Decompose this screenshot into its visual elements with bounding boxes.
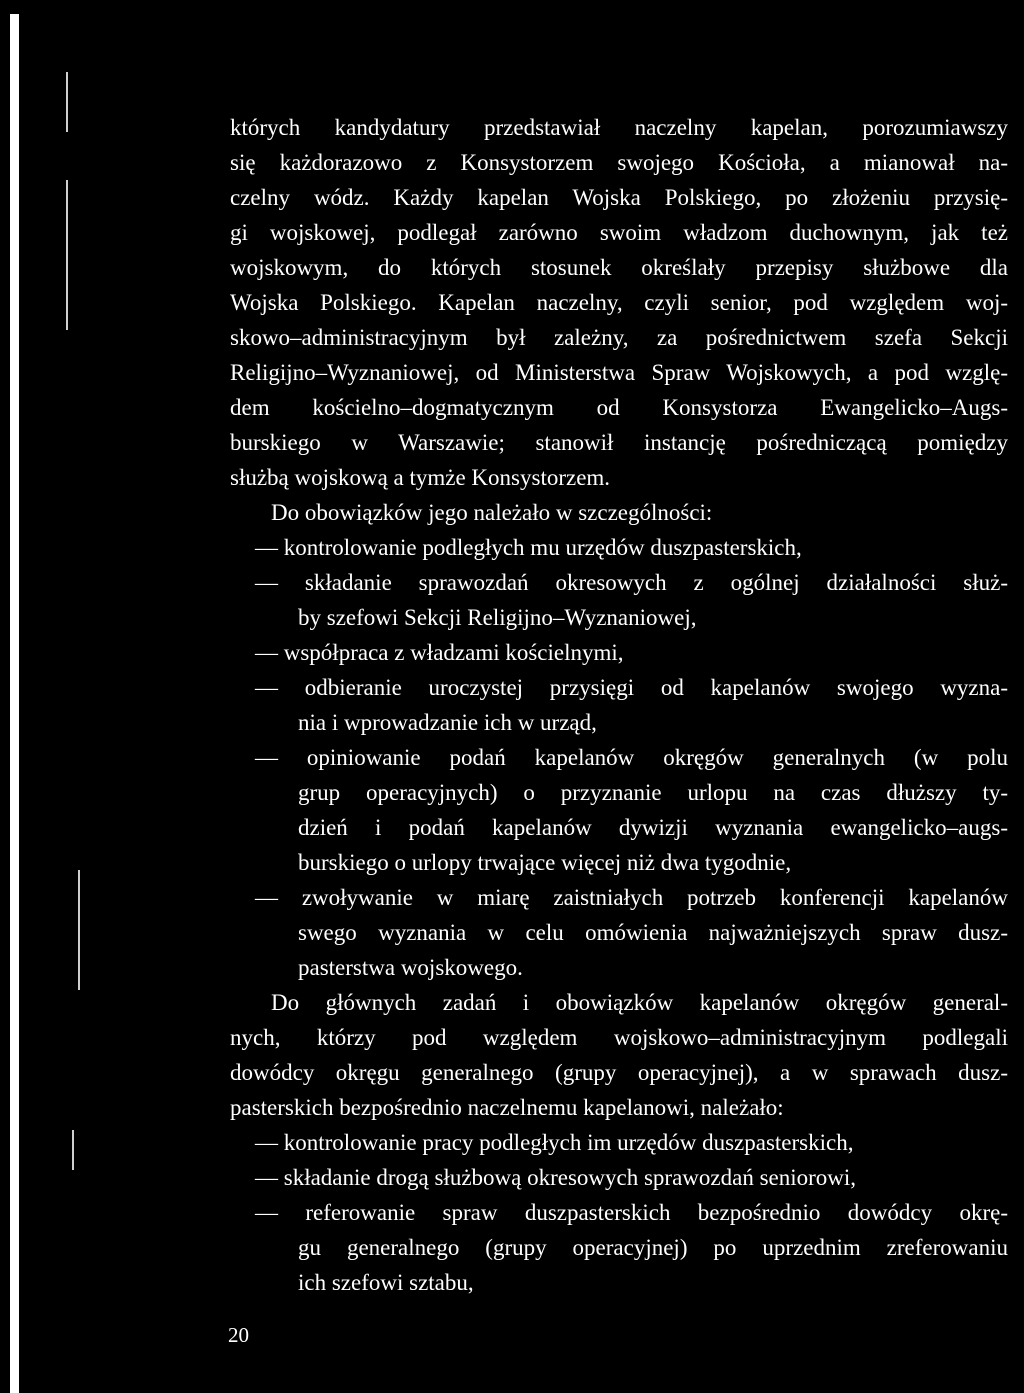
- list-item: — składanie sprawozdań okresowych z ogólnej działalności służ-: [255, 570, 1008, 595]
- binding-shadow-line: [72, 1130, 74, 1170]
- text-line: burskiego w Warszawie; stanowił instancję pośredniczącą pomiędzy: [230, 430, 1008, 455]
- list-item-continuation: by szefowi Sekcji Religijno–Wyznaniowej,: [298, 605, 697, 630]
- text-line: czelny wódz. Każdy kapelan Wojska Polskiego, po złożeniu przysię-: [230, 185, 1008, 210]
- list-item: — referowanie spraw duszpasterskich bezpośrednio dowódcy okrę-: [255, 1200, 1008, 1225]
- list-item: — odbieranie uroczystej przysięgi od kapelanów swojego wyzna-: [255, 675, 1008, 700]
- binding-shadow-line: [66, 72, 68, 132]
- page-number: 20: [228, 1323, 249, 1347]
- binding-shadow-line: [66, 180, 68, 330]
- text-line: wojskowym, do których stosunek określały przepisy służbowe dla: [230, 255, 1008, 280]
- text-line: się każdorazowo z Konsystorzem swojego Kościoła, a mianował na-: [230, 150, 1008, 175]
- list-item-continuation: grup operacyjnych) o przyznanie urlopu na czas dłuższy ty-: [298, 780, 1008, 805]
- text-line: pasterskich bezpośrednio naczelnemu kapelanowi, należało:: [230, 1095, 784, 1120]
- binding-shadow-line: [78, 870, 80, 990]
- list-item-continuation: pasterstwa wojskowego.: [298, 955, 523, 980]
- text-line: Wojska Polskiego. Kapelan naczelny, czyli senior, pod względem woj-: [230, 290, 1008, 315]
- page-binding-edge: [10, 14, 19, 1393]
- text-line: których kandydatury przedstawiał naczelny kapelan, porozumiawszy: [230, 115, 1008, 140]
- list-item: — kontrolowanie pracy podległych im urzędów duszpasterskich,: [255, 1130, 854, 1155]
- text-line: skowo–administracyjnym był zależny, za pośrednictwem szefa Sekcji: [230, 325, 1008, 350]
- list-item: — współpraca z władzami kościelnymi,: [255, 640, 624, 665]
- list-item: — składanie drogą służbową okresowych sprawozdań seniorowi,: [255, 1165, 857, 1190]
- text-line: gi wojskowej, podlegał zarówno swoim władzom duchownym, jak też: [230, 220, 1008, 245]
- body-text: [230, 110, 1008, 1300]
- text-line: Religijno–Wyznaniowej, od Ministerstwa Spraw Wojskowych, a pod wzglę-: [230, 360, 1008, 385]
- list-item: — opiniowanie podań kapelanów okręgów generalnych (w polu: [255, 745, 1008, 770]
- text-line: nych, którzy pod względem wojskowo–administracyjnym podlegali: [230, 1025, 1008, 1050]
- list-item-continuation: swego wyznania w celu omówienia najważniejszych spraw dusz-: [298, 920, 1008, 945]
- list-item-continuation: dzień i podań kapelanów dywizji wyznania ewangelicko–augs-: [298, 815, 1008, 840]
- paragraph-intro: Do obowiązków jego należało w szczególności:: [271, 500, 713, 525]
- text-line: dem kościelno–dogmatycznym od Konsystorza Ewangelicko–Augs-: [230, 395, 1008, 420]
- text-line: Do głównych zadań i obowiązków kapelanów okręgów general-: [271, 990, 1008, 1015]
- list-item-continuation: gu generalnego (grupy operacyjnej) po uprzednim zreferowaniu: [298, 1235, 1008, 1260]
- text-line: dowódcy okręgu generalnego (grupy operacyjnej), a w sprawach dusz-: [230, 1060, 1008, 1085]
- list-item-continuation: burskiego o urlopy trwające więcej niż dwa tygodnie,: [298, 850, 792, 875]
- list-item: — zwoływanie w miarę zaistniałych potrzeb konferencji kapelanów: [255, 885, 1008, 910]
- text-line: służbą wojskową a tymże Konsystorzem.: [230, 465, 611, 490]
- list-item: — kontrolowanie podległych mu urzędów duszpasterskich,: [255, 535, 802, 560]
- list-item-continuation: nia i wprowadzanie ich w urząd,: [298, 710, 597, 735]
- list-item-continuation: ich szefowi sztabu,: [298, 1270, 474, 1295]
